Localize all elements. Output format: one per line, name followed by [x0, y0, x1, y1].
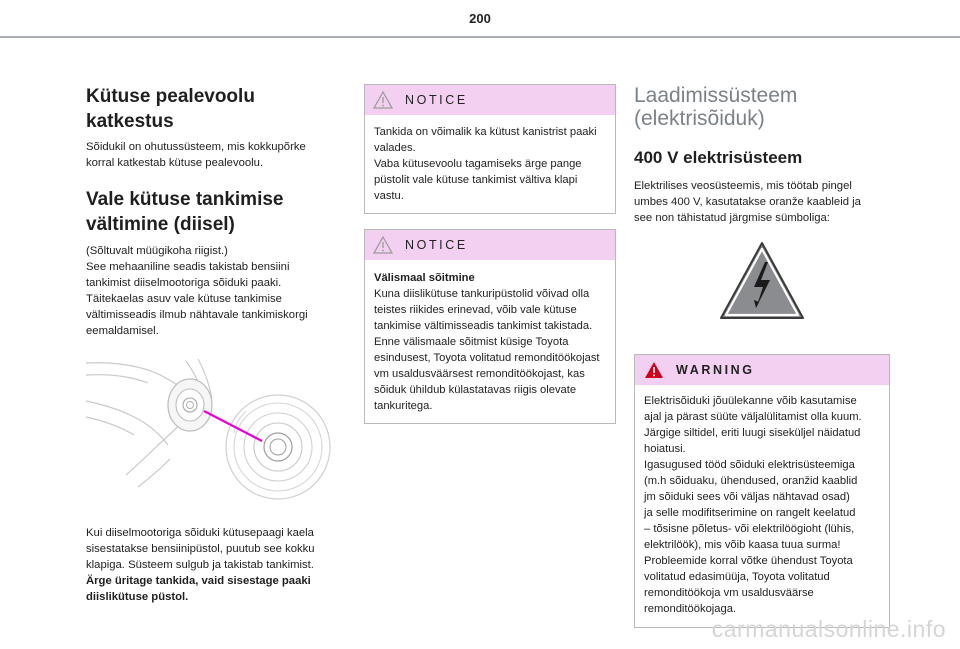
caution-icon — [373, 91, 393, 109]
left-column — [86, 84, 334, 605]
fuel-filler-illustration — [86, 355, 334, 507]
fuel-neck-drawing — [86, 355, 334, 507]
notice-body: Välismaal sõitmine Kuna diislikütuse tankuripüstolid võivad olla teistes riikides erinevad, võib vale kütuse tankimise vältimisseadis tankimist takistada. Enne välismaale sõitmist küsige Toyota esindusest, Toyota volitatud remonditöökojast vm usaldusväärsest remonditöökojast, kas sõiduk ühildub külastatavas riigis olevate tankuritega. — [365, 260, 615, 423]
warning-icon — [644, 361, 664, 379]
misfuel-text: (Sõltuvalt müügikoha riigist.) See mehaaniline seadis takistab bensiini tankimist diiselmootoriga sõiduki paaki. Täitekaelas asuv vale kütuse tankimise vältimisseadis ilmub nähtavale tankimiskorgi eemaldamisel. — [86, 245, 308, 337]
high-voltage-symbol-wrap — [634, 240, 890, 332]
middle-column — [364, 84, 616, 424]
warning-header — [635, 355, 889, 385]
notice-box-2 — [364, 229, 616, 424]
site-watermark: carmanualsonline.info — [711, 616, 946, 642]
page-number: 200 — [469, 11, 491, 26]
warning-body: Elektrisõiduki jõuülekanne võib kasutamise ajal ja pärast süüte väljalülitamist olla kuum. Järgige siltidel, eriti luugi siseküljel näidatud hoiatusi. Igasugused tööd sõiduki elektrisüsteemiga (m.h sõiduaku, ühendused, oranžid kaablid jm sõiduki sees või väljas nähtavad osad) ja selle modifitserimine on rangelt keelatud – tõsisne põletus- või elektrilöögioht (lühis, elektrilöök), mis võib kaasa tuua surma! Probleemide korral võtke ühendust Toyota volitatud edasimüüja, Toyota volitatud remonditöökoja vm usaldusväärse remonditöökojaga. — [644, 395, 862, 615]
misfuel-title: Vale kütuse tankimise vältimine (diisel) — [86, 189, 284, 235]
notice-header — [365, 85, 615, 115]
notice-heading: Välismaal sõitmine — [374, 272, 475, 284]
notice-body: Tankida on võimalik ka kütust kanistrist paaki valades. Vaba kütusevoolu tagamiseks ärge pange püstolit vale kütuse tankimist vältiva klapi vastu. — [374, 126, 597, 202]
notice-label: NOTICE — [405, 93, 468, 107]
caution-icon — [373, 236, 393, 254]
notice-label: NOTICE — [405, 238, 468, 252]
high-voltage-intro: Elektrilises veosüsteemis, mis töötab pingel umbes 400 V, kasutatakse oranže kaableid ja see non tähistatud järgmise sümboliga: — [634, 180, 861, 224]
filler-caption: Kui diiselmootoriga sõiduki kütusepaagi kaela sisestatakse bensiinipüstol, puutub see kokku klapiga. Süsteem sulgub ja takistab tankimist. Ärge üritage tankida, vaid sisestage paaki diislikütuse püstol. — [86, 527, 315, 603]
warning-label: WARNING — [676, 363, 755, 377]
right-column — [634, 84, 890, 628]
notice-header — [365, 230, 615, 260]
subsection-title: 400 V elektrisüsteem — [634, 148, 803, 167]
warning-box — [634, 354, 890, 628]
fuel-cutoff-title: Kütuse pealevoolu katkestus — [86, 86, 255, 132]
section-title: Laadimissüsteem (elektrisõiduk) — [634, 84, 798, 130]
high-voltage-icon — [718, 240, 806, 322]
header-rule — [0, 36, 960, 38]
fuel-cutoff-text: Sõidukil on ohutussüsteem, mis kokkupõrke korral katkestab kütuse pealevoolu. — [86, 141, 306, 169]
notice-box-1 — [364, 84, 616, 214]
